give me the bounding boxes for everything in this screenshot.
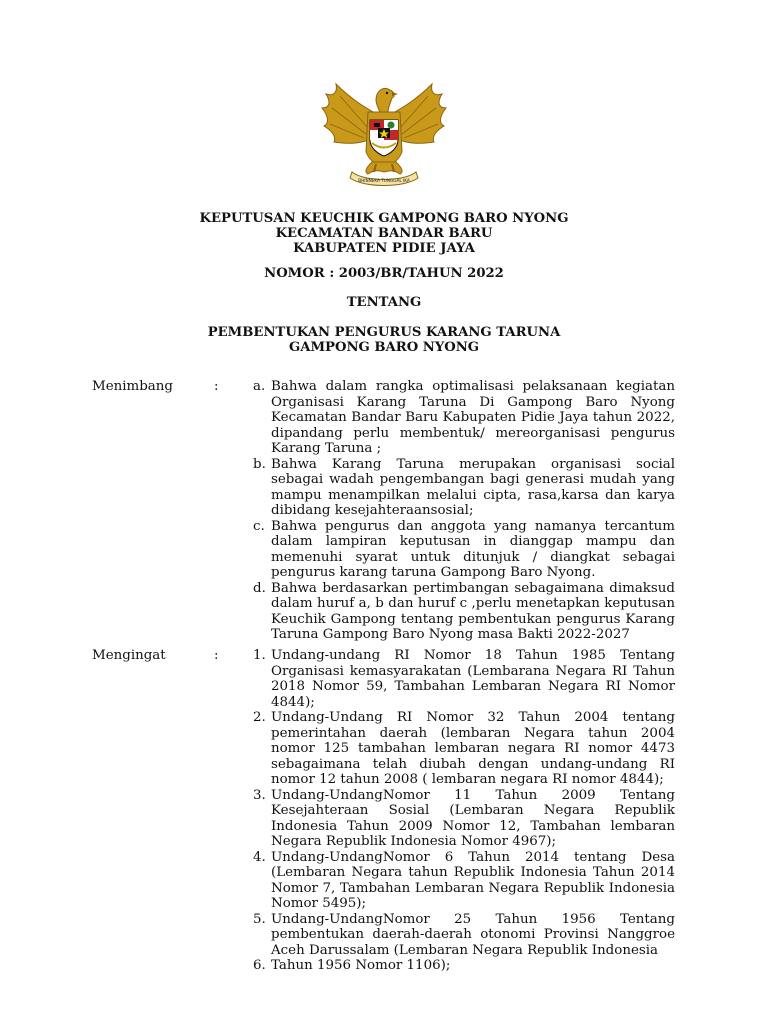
item-text: Bahwa Karang Taruna merupakan organisasi social sebagai wadah pengembangan bagi generasi mudah yang mampu menampilkan melalui cipta, rasa,karsa dan karya dibidang kesejahteraansosial; bbox=[271, 456, 675, 518]
menimbang-item-a bbox=[253, 379, 675, 457]
tentang-text: TENTANG bbox=[346, 295, 422, 310]
subject-heading bbox=[0, 325, 768, 355]
item-text: Undang-UndangNomor 11 Tahun 2009 Tentang Kesejahteraan Sosial (Lembaran Negara Republik Indonesia Tahun 2009 Nomor 12, Tambahan lembaran Negara Republik Indonesia Nomor 4967); bbox=[271, 787, 675, 849]
heading-line-2: KECAMATAN BANDAR BARU bbox=[275, 226, 493, 241]
tail bbox=[366, 162, 402, 174]
mengingat-item-6 bbox=[253, 958, 675, 974]
motto-text: BHINNEKA TUNGGAL IKA bbox=[358, 178, 410, 183]
menimbang-colon: : bbox=[214, 379, 219, 394]
document-number-text: NOMOR : 2003/BR/TAHUN 2022 bbox=[264, 266, 504, 281]
heading-line-1: KEPUTUSAN KEUCHIK GAMPONG BARO NYONG bbox=[199, 211, 569, 226]
menimbang-item-b bbox=[253, 457, 675, 519]
mengingat-item-4 bbox=[253, 850, 675, 912]
tentang-heading bbox=[0, 295, 768, 310]
item-text: Undang-Undang RI Nomor 32 Tahun 2004 tentang pemerintahan daerah (lembaran Negara tahun 2004 nomor 125 tambahan lembaran negara RI nomor 4473 sebagaimana telah diubah dengan undang-undang RI nomor 12 tahun 2008 ( lembaran negara RI nomor 4844); bbox=[271, 710, 675, 787]
mengingat-item-5 bbox=[253, 912, 675, 959]
item-marker: 4. bbox=[253, 849, 266, 865]
item-text: Undang-UndangNomor 25 Tahun 1956 Tentang pembentukan daerah-daerah otonomi Provinsi Nanggroe Aceh Darussalam (Lembaran Negara Republik Indonesia bbox=[271, 911, 675, 958]
item-marker: d. bbox=[253, 580, 266, 596]
item-marker: 5. bbox=[253, 911, 266, 927]
item-text: Undang-UndangNomor 6 Tahun 2014 tentang Desa (Lembaran Negara tahun Republik Indonesia Tahun 2014 Nomor 7, Tambahan Lembaran Negara Republik Indonesia Nomor 5495); bbox=[271, 849, 675, 911]
item-text: Tahun 1956 Nomor 1106); bbox=[271, 958, 451, 973]
menimbang-list bbox=[253, 379, 675, 643]
menimbang-label: Menimbang bbox=[92, 379, 173, 394]
item-text: Undang-undang RI Nomor 18 Tahun 1985 Tentang Organisasi kemasyarakatan (Lembarana Negara RI Tahun 2018 Nomor 59, Tambahan Lembaran Negara RI Nomor 4844); bbox=[271, 648, 675, 710]
item-marker: c. bbox=[253, 518, 265, 534]
item-marker: b. bbox=[253, 456, 266, 472]
garuda-emblem-icon bbox=[318, 78, 450, 188]
subject-line-1: PEMBENTUKAN PENGURUS KARANG TARUNA bbox=[207, 325, 561, 340]
menimbang-item-c bbox=[253, 519, 675, 581]
item-marker: 6. bbox=[253, 958, 266, 973]
mengingat-colon: : bbox=[214, 648, 219, 663]
item-text: Bahwa berdasarkan pertimbangan sebagaimana dimaksud dalam huruf a, b dan huruf c ,perlu menetapkan keputusan Keuchik Gampong tentang pembentukan pengurus Karang Taruna Gampong Baro Nyong masa Bakti 2022-2027 bbox=[271, 580, 675, 642]
mengingat-item-2 bbox=[253, 710, 675, 788]
document-number bbox=[0, 266, 768, 281]
item-marker: 1. bbox=[253, 648, 266, 663]
mengingat-label: Mengingat bbox=[92, 648, 166, 663]
garuda-emblem bbox=[318, 78, 450, 188]
item-text: Bahwa pengurus dan anggota yang namanya tercantum dalam lampiran keputusan in dianggap mampu dan memenuhi syarat untuk ditunjuk / diangkat sebagai pengurus karang taruna Gampong Baro Nyong. bbox=[271, 518, 675, 580]
mengingat-item-1 bbox=[253, 648, 675, 710]
mengingat-item-3 bbox=[253, 788, 675, 850]
menimbang-item-d bbox=[253, 581, 675, 643]
item-marker: a. bbox=[253, 379, 266, 394]
item-marker: 3. bbox=[253, 787, 266, 803]
document-heading bbox=[0, 211, 768, 256]
mengingat-list bbox=[253, 648, 675, 974]
head bbox=[376, 88, 394, 112]
item-text: Bahwa dalam rangka optimalisasi pelaksanaan kegiatan Organisasi Karang Taruna Di Gampong Baro Nyong Kecamatan Bandar Baru Kabupaten Pidie Jaya tahun 2022, dipandang perlu membentuk/ mereorganisasi pengurus Karang Taruna ; bbox=[271, 379, 675, 456]
heading-line-3: KABUPATEN PIDIE JAYA bbox=[293, 241, 475, 256]
item-marker: 2. bbox=[253, 710, 266, 725]
subject-line-2: GAMPONG BARO NYONG bbox=[288, 340, 480, 355]
